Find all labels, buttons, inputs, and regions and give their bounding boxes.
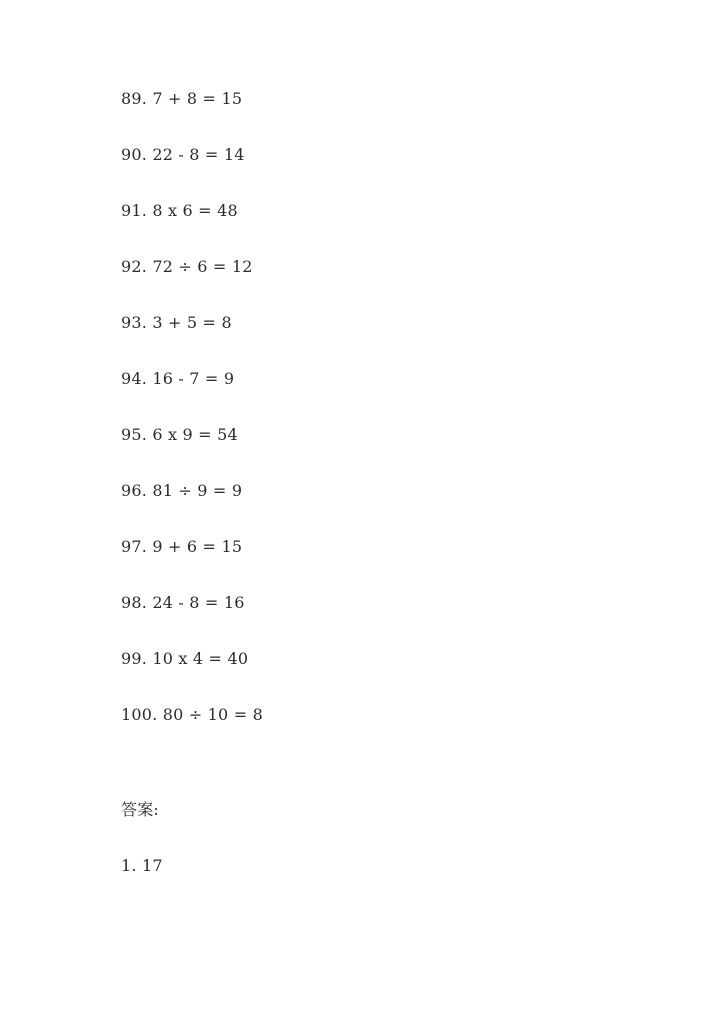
problem-92: 92. 72 ÷ 6 = 12 — [121, 257, 253, 276]
problem-95: 95. 6 x 9 = 54 — [121, 425, 238, 444]
problem-89: 89. 7 + 8 = 15 — [121, 89, 243, 108]
answer-1: 1. 17 — [121, 856, 163, 875]
answers-heading: 答案: — [121, 800, 159, 819]
problem-94: 94. 16 - 7 = 9 — [121, 369, 235, 388]
problem-90: 90. 22 - 8 = 14 — [121, 145, 245, 164]
problem-98: 98. 24 - 8 = 16 — [121, 593, 245, 612]
problem-93: 93. 3 + 5 = 8 — [121, 313, 232, 332]
problem-96: 96. 81 ÷ 9 = 9 — [121, 481, 243, 500]
problem-91: 91. 8 x 6 = 48 — [121, 201, 238, 220]
problem-99: 99. 10 x 4 = 40 — [121, 649, 249, 668]
problem-100: 100. 80 ÷ 10 = 8 — [121, 705, 263, 724]
problem-97: 97. 9 + 6 = 15 — [121, 537, 243, 556]
